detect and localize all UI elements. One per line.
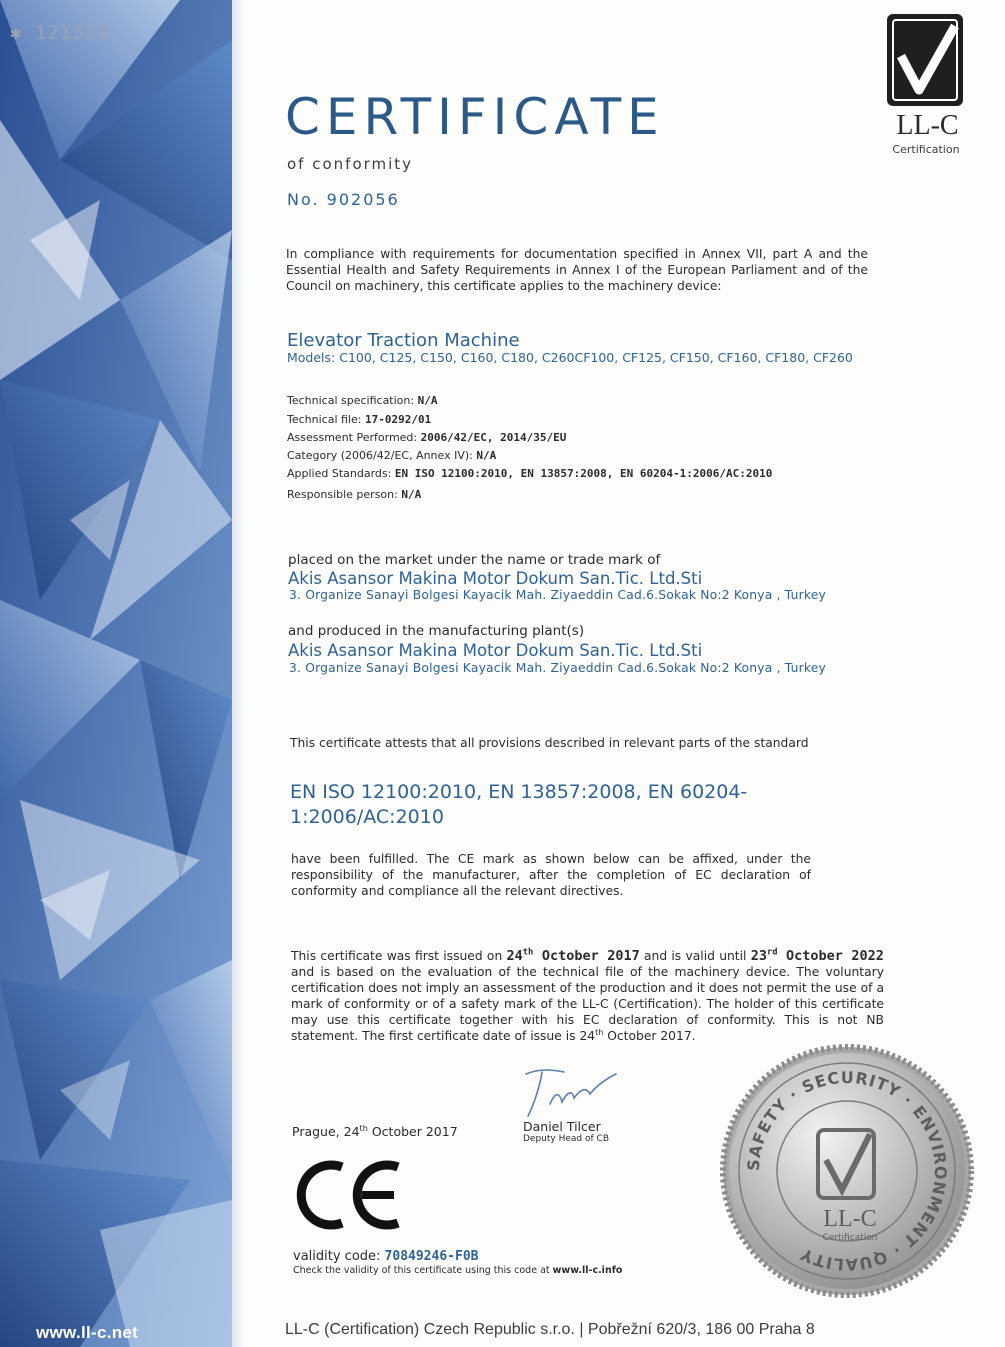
validity-code-line: validity code: 70849246-F0B	[293, 1249, 479, 1264]
certificate-number: No. 902056	[287, 190, 400, 209]
spec-value: N/A	[401, 488, 422, 501]
market-company: Akis Asansor Makina Motor Dokum San.Tic. Ltd.Sti	[288, 569, 703, 588]
placed-label: placed on the market under the name or trade mark of	[288, 552, 661, 568]
seal-center-subtext: Certification	[822, 1233, 878, 1243]
signer-title: Deputy Head of CB	[523, 1134, 609, 1144]
plant-company: Akis Asansor Makina Motor Dokum San.Tic. Ltd.Sti	[288, 641, 703, 660]
plant-address: 3. Organize Sanayi Bolgesi Kayacik Mah. Ziyaeddin Cad.6.Sokak No:2 Konya , Turkey	[289, 661, 826, 675]
spec-label: Applied Standards:	[287, 467, 392, 480]
spec-row	[287, 467, 772, 480]
spec-value: 2006/42/EC, 2014/35/EU	[420, 431, 567, 444]
validity-paragraph: This certificate was first issued on 24th October 2017 and is valid until 23rd October 2022 and is based on the evaluation of the technical file of the machinery device. The voluntary certification does not imply an assessment of the production and it does not permit the use of a mark of conformity or of a safety mark of the LL-C (Certification). The holder of this certificate may use this certificate together with his EC declaration of conformity. This is not NB statement. The first certificate date of issue is 24th October 2017.	[291, 947, 884, 1043]
standards-list: EN ISO 12100:2010, EN 13857:2008, EN 60204-1:2006/AC:2010	[290, 781, 748, 828]
band-url: www.ll-c.net	[36, 1323, 139, 1342]
signature-icon	[520, 1064, 620, 1122]
crystal-pattern	[0, 0, 232, 1347]
spec-row	[287, 488, 421, 501]
produced-label: and produced in the manufacturing plant(s)	[288, 623, 585, 639]
attests-paragraph: This certificate attests that all provisions described in relevant parts of the standard	[290, 736, 809, 750]
seal-center-text: LL-C	[823, 1206, 877, 1232]
logo-subtitle: Certification	[892, 143, 960, 156]
check-validity-line: Check the validity of this certificate using this code at www.ll-c.info	[293, 1265, 623, 1276]
spec-value: N/A	[417, 394, 438, 407]
logo-name: LL-C	[896, 110, 959, 141]
footer-address: LL-C (Certification) Czech Republic s.r.o. | Pobřežní 620/3, 186 00 Praha 8	[285, 1321, 815, 1338]
embossed-seal	[718, 1042, 976, 1304]
ce-mark	[290, 1155, 405, 1239]
product-name: Elevator Traction Machine	[287, 330, 520, 351]
band-divider	[232, 0, 246, 1347]
validity-code: 70849246-F0B	[384, 1249, 479, 1264]
checkmark-logo-icon	[885, 12, 967, 110]
serial-number: ✱ 121323	[10, 22, 110, 44]
ce-mark-icon	[290, 1155, 405, 1235]
certificate-title: CERTIFICATE	[285, 88, 665, 146]
intro-paragraph: In compliance with requirements for documentation specified in Annex VII, part A and the Essential Health and Safety Requirements in Annex I of the European Parliament and of the Council on machinery, this certificate applies to the machinery device:	[286, 247, 868, 293]
spec-row	[287, 413, 431, 426]
spec-label: Assessment Performed:	[287, 431, 418, 444]
spec-value: 17-0292/01	[364, 413, 432, 426]
seal-ring-text: SAFETY · SECURITY · ENVIRONMENT · QUALITY	[743, 1067, 951, 1275]
place-date: Prague, 24th October 2017	[292, 1122, 458, 1139]
market-address: 3. Organize Sanayi Bolgesi Kayacik Mah. Ziyaeddin Cad.6.Sokak No:2 Konya , Turkey	[289, 588, 826, 602]
handwritten-signature	[520, 1064, 620, 1126]
spec-row	[287, 431, 566, 444]
spec-label: Technical specification:	[287, 394, 415, 407]
spec-value: N/A	[476, 449, 497, 462]
fulfilled-paragraph: have been fulfilled. The CE mark as shown below can be affixed, under the responsibility of the manufacturer, after the completion of EC declaration of conformity and compliance all the relevant directives.	[291, 852, 811, 898]
seal-icon	[718, 1042, 976, 1300]
spec-label: Responsible person:	[287, 488, 398, 501]
product-models: Models: C100, C125, C150, C160, C180, C260CF100, CF125, CF150, CF160, CF180, CF260	[287, 350, 853, 365]
signer-name: Daniel Tilcer	[523, 1119, 601, 1134]
spec-value: EN ISO 12100:2010, EN 13857:2008, EN 60204-1:2006/AC:2010	[394, 467, 773, 480]
llc-logo	[885, 12, 967, 114]
decorative-side-band	[0, 0, 232, 1347]
spec-label: Technical file:	[287, 413, 362, 426]
spec-label: Category (2006/42/EC, Annex IV):	[287, 449, 473, 462]
check-url: www.ll-c.info	[552, 1265, 623, 1276]
certificate-subtitle: of conformity	[287, 155, 414, 173]
spec-row	[287, 394, 437, 407]
spec-row	[287, 449, 496, 462]
